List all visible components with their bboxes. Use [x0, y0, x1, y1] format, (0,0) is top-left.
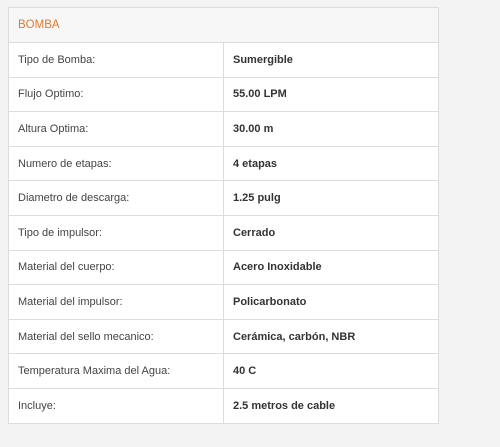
table-row [9, 319, 439, 354]
row-value: Policarbonato [224, 285, 439, 320]
row-label: Altura Optima: [9, 112, 224, 147]
row-value: 4 etapas [224, 146, 439, 181]
row-value: 1.25 pulg [224, 181, 439, 216]
table-row [9, 354, 439, 389]
table-row [9, 388, 439, 423]
table-row [9, 181, 439, 216]
row-value: 2.5 metros de cable [224, 388, 439, 423]
row-label: Temperatura Maxima del Agua: [9, 354, 224, 389]
row-label: Diametro de descarga: [9, 181, 224, 216]
section-title: BOMBA [9, 8, 439, 43]
spec-table-body [9, 43, 439, 424]
row-label: Flujo Optimo: [9, 77, 224, 112]
row-label: Material del sello mecanico: [9, 319, 224, 354]
table-row [9, 285, 439, 320]
section-header-row [9, 8, 439, 43]
table-row [9, 112, 439, 147]
row-value: Acero Inoxidable [224, 250, 439, 285]
table-row [9, 146, 439, 181]
row-value: Cerrado [224, 215, 439, 250]
pump-spec-table [8, 7, 439, 424]
row-value: 30.00 m [224, 112, 439, 147]
row-label: Material del impulsor: [9, 285, 224, 320]
table-row [9, 250, 439, 285]
row-value: 40 C [224, 354, 439, 389]
table-row [9, 43, 439, 78]
row-label: Material del cuerpo: [9, 250, 224, 285]
table-row [9, 215, 439, 250]
row-value: Sumergible [224, 43, 439, 78]
row-label: Numero de etapas: [9, 146, 224, 181]
spec-table-head [9, 8, 439, 43]
row-value: 55.00 LPM [224, 77, 439, 112]
table-row [9, 77, 439, 112]
row-label: Tipo de Bomba: [9, 43, 224, 78]
row-label: Tipo de impulsor: [9, 215, 224, 250]
row-value: Cerámica, carbón, NBR [224, 319, 439, 354]
row-label: Incluye: [9, 388, 224, 423]
